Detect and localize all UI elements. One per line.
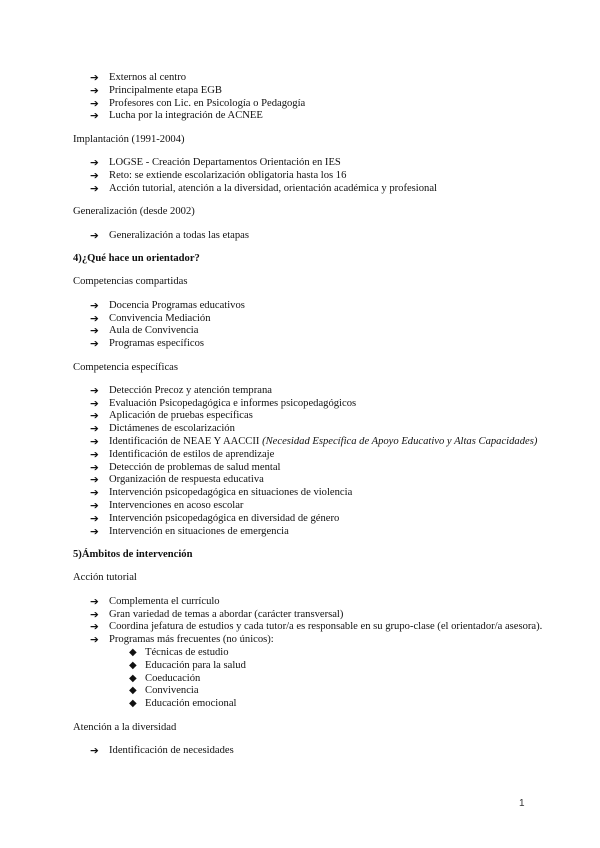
list-competencias-especificas [73, 385, 543, 539]
arrow-bullet-icon: ➔ [90, 608, 99, 621]
list-item-text: Identificación de necesidades [109, 744, 234, 756]
heading-generalizacion: Generalización (desde 2002) [73, 206, 195, 218]
list-item-text: Principalmente etapa EGB [109, 84, 222, 96]
list-implantacion [73, 157, 543, 195]
arrow-bullet-icon: ➔ [90, 595, 99, 608]
list-item-text: Programas más frecuentes (no únicos): [109, 634, 274, 646]
list-item [90, 385, 543, 398]
arrow-bullet-icon: ➔ [90, 634, 99, 647]
arrow-bullet-icon: ➔ [90, 229, 99, 242]
arrow-bullet-icon: ➔ [90, 97, 99, 110]
arrow-bullet-icon: ➔ [90, 182, 99, 195]
list-item [90, 338, 543, 351]
list-item-text: Docencia Programas educativos [109, 299, 245, 311]
list-item [90, 449, 543, 462]
list-item [90, 325, 543, 338]
list-item [90, 621, 543, 634]
arrow-bullet-icon: ➔ [90, 512, 99, 525]
heading-implantacion: Implantación (1991-2004) [73, 133, 185, 145]
list-item-neae [90, 436, 543, 449]
list-item-text: Programas específicos [109, 338, 205, 350]
heading-accion-tutorial: Acción tutorial [73, 572, 137, 584]
list-origins [73, 72, 543, 123]
arrow-bullet-icon: ➔ [90, 474, 99, 487]
list-item-text: Complementa el currículo [109, 595, 220, 607]
arrow-bullet-icon: ➔ [90, 325, 99, 338]
list-item [90, 85, 543, 98]
list-item-text: Gran variedad de temas a abordar (carácter transversal) [109, 608, 344, 620]
arrow-bullet-icon: ➔ [90, 448, 99, 461]
list-programas [109, 647, 543, 711]
list-item [90, 745, 543, 758]
list-item-text: Profesores con Lic. en Psicología o Pedagogía [109, 97, 306, 109]
arrow-bullet-icon: ➔ [90, 744, 99, 757]
arrow-bullet-icon: ➔ [90, 410, 99, 423]
list-item [90, 183, 543, 196]
arrow-bullet-icon: ➔ [90, 436, 99, 449]
list-item [90, 609, 543, 622]
diamond-bullet-icon: ◆ [129, 685, 137, 697]
list-atencion-diversidad [73, 745, 543, 758]
list-item [90, 596, 543, 609]
page-number: 1 [519, 798, 525, 809]
list-item-text: Detección Precoz y atención temprana [109, 384, 272, 396]
list-item-text: Convivencia [145, 685, 199, 697]
list-item [90, 634, 543, 711]
list-item-text: Intervención psicopedagógica en situaciones de violencia [109, 487, 353, 499]
list-item [129, 673, 543, 686]
arrow-bullet-icon: ➔ [90, 110, 99, 123]
list-item [90, 72, 543, 85]
list-item [129, 698, 543, 711]
list-item-text: Intervenciones en acoso escolar [109, 500, 244, 512]
list-item-text: Aplicación de pruebas específicas [109, 410, 253, 422]
list-item [90, 110, 543, 123]
list-item-text: Educación emocional [145, 698, 237, 710]
list-item-text: Externos al centro [109, 72, 187, 83]
neae-italic-text: (Necesidad Específica de Apoyo Educativo y Altas Capacidades) [262, 436, 538, 448]
list-generalizacion [73, 230, 543, 243]
arrow-bullet-icon: ➔ [90, 72, 99, 84]
arrow-bullet-icon: ➔ [90, 169, 99, 182]
list-item-text: Intervención psicopedagógica en diversidad de género [109, 512, 340, 524]
list-item-text: Detección de problemas de salud mental [109, 461, 281, 473]
list-item-text: Intervención en situaciones de emergencia [109, 525, 289, 537]
list-item [129, 647, 543, 660]
list-item-text: Organización de respuesta educativa [109, 474, 264, 486]
arrow-bullet-icon: ➔ [90, 384, 99, 397]
list-item [90, 423, 543, 436]
neae-plain-text: Identificación de NEAE Y AACCII [109, 436, 263, 448]
arrow-bullet-icon: ➔ [90, 461, 99, 474]
list-item [90, 157, 543, 170]
list-item-text: Lucha por la integración de ACNEE [109, 110, 263, 122]
list-item-text: Coeducación [145, 672, 201, 684]
section-title-4: 4)¿Qué hace un orientador? [73, 252, 200, 264]
diamond-bullet-icon: ◆ [129, 647, 137, 659]
arrow-bullet-icon: ➔ [90, 487, 99, 500]
list-item [90, 410, 543, 423]
section-title-5: 5)Ámbitos de intervención [73, 549, 193, 561]
arrow-bullet-icon: ➔ [90, 299, 99, 312]
arrow-bullet-icon: ➔ [90, 84, 99, 97]
arrow-bullet-icon: ➔ [90, 397, 99, 410]
list-item-text: Acción tutorial, atención a la diversidad, orientación académica y profesional [109, 182, 437, 194]
list-item [129, 685, 543, 698]
list-item-text: Coordina jefatura de estudios y cada tutor/a es responsable en su grupo-clase (el orientador/a asesora). [109, 621, 543, 633]
document-body [73, 72, 543, 758]
list-item [90, 462, 543, 475]
list-item-text: Técnicas de estudio [145, 647, 229, 659]
diamond-bullet-icon: ◆ [129, 659, 137, 671]
list-item [90, 98, 543, 111]
list-item [90, 526, 543, 539]
list-item [90, 170, 543, 183]
list-item-text: Identificación de estilos de aprendizaje [109, 448, 275, 460]
diamond-bullet-icon: ◆ [129, 672, 137, 684]
arrow-bullet-icon: ➔ [90, 423, 99, 436]
heading-competencias-compartidas: Competencias compartidas [73, 276, 188, 288]
list-item-text: Convivencia Mediación [109, 312, 211, 324]
arrow-bullet-icon: ➔ [90, 157, 99, 170]
list-item [129, 660, 543, 673]
list-item [90, 313, 543, 326]
heading-competencias-especificas: Competencia específicas [73, 361, 179, 373]
list-item-text: Reto: se extiende escolarización obligatoria hasta los 16 [109, 169, 347, 181]
list-item-text: LOGSE - Creación Departamentos Orientación en IES [109, 157, 341, 169]
diamond-bullet-icon: ◆ [129, 698, 137, 710]
list-item [90, 230, 543, 243]
arrow-bullet-icon: ➔ [90, 338, 99, 351]
list-item [90, 398, 543, 411]
arrow-bullet-icon: ➔ [90, 500, 99, 513]
list-item [90, 474, 543, 487]
list-competencias-compartidas [73, 300, 543, 351]
list-item [90, 513, 543, 526]
list-item-text: Educación para la salud [145, 659, 246, 671]
heading-atencion-diversidad: Atención a la diversidad [73, 721, 177, 733]
list-item-text: Aula de Convivencia [109, 325, 199, 337]
list-item-text: Dictámenes de escolarización [109, 423, 235, 435]
arrow-bullet-icon: ➔ [90, 312, 99, 325]
list-item-text: Generalización a todas las etapas [109, 229, 250, 241]
list-item [90, 300, 543, 313]
arrow-bullet-icon: ➔ [90, 525, 99, 538]
arrow-bullet-icon: ➔ [90, 621, 99, 634]
list-accion-tutorial [73, 596, 543, 711]
list-item [90, 487, 543, 500]
list-item [90, 500, 543, 513]
list-item-text: Evaluación Psicopedagógica e informes psicopedagógicos [109, 397, 357, 409]
